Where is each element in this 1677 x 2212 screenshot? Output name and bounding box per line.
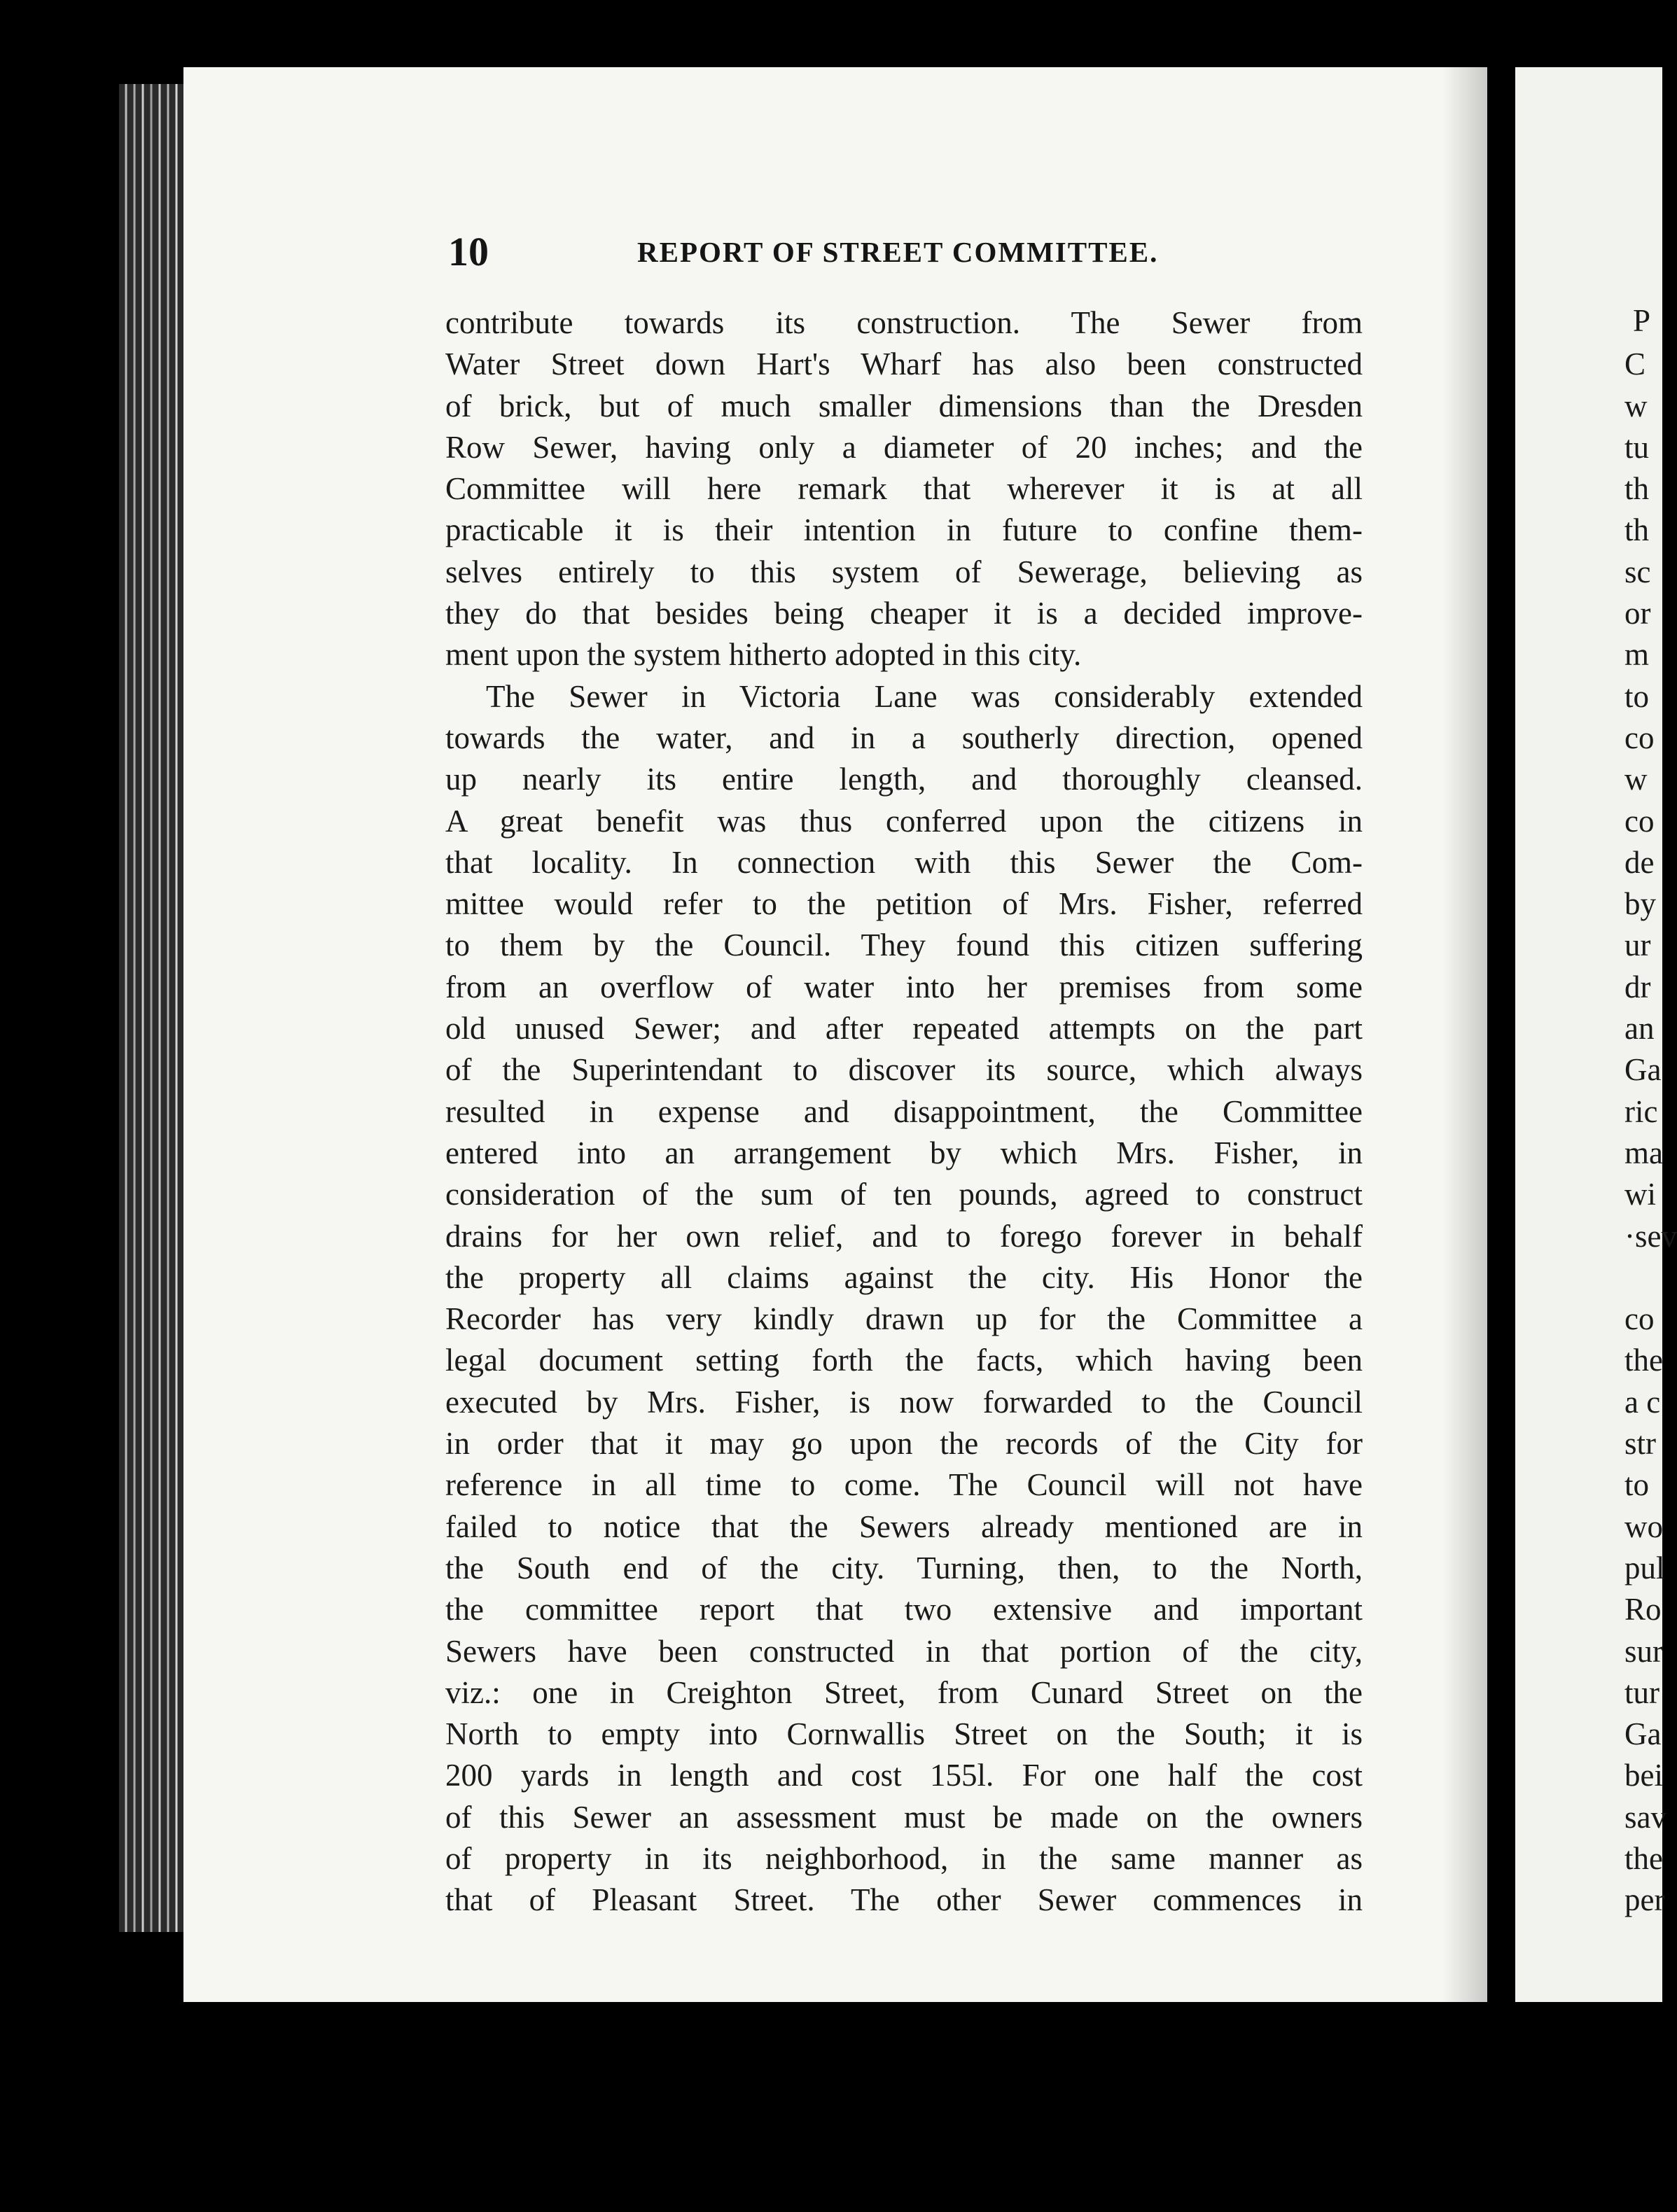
opposite-page-fragment: per — [1624, 1882, 1665, 1918]
opposite-page-fragment: to — [1624, 678, 1650, 714]
opposite-page-fragment: sav — [1624, 1799, 1666, 1835]
opposite-page-fragment: w — [1624, 388, 1648, 424]
opposite-page-fragment: pul — [1624, 1550, 1665, 1586]
text-line: 200 yards in length and cost 155l. For one half the cost — [445, 1758, 1363, 1793]
opposite-page-fragment: th — [1624, 471, 1650, 507]
text-line: mittee would refer to the petition of Mrs. Fisher, referred — [445, 886, 1363, 922]
opposite-page-fragment: ric — [1624, 1093, 1658, 1129]
text-line: viz.: one in Creighton Street, from Cunard Street on the — [445, 1674, 1363, 1710]
opposite-page-fragment: wo — [1624, 1508, 1663, 1544]
opposite-page-fragment — [1624, 1257, 1662, 1298]
text-line: from an overflow of water into her premises from some — [445, 969, 1363, 1004]
opposite-page-fragment: de — [1624, 844, 1655, 880]
text-line: that of Pleasant Street. The other Sewer commences in — [445, 1882, 1363, 1918]
text-line: failed to notice that the Sewers already mentioned are in — [445, 1508, 1363, 1544]
text-line: up nearly its entire length, and thoroughly cleansed. — [445, 762, 1363, 797]
text-line: of this Sewer an assessment must be made on the owners — [445, 1799, 1363, 1835]
text-line: A great benefit was thus conferred upon the citizens in — [445, 803, 1363, 839]
text-line: Sewers have been constructed in that portion of the city, — [445, 1633, 1363, 1669]
body-text — [445, 302, 1363, 1921]
text-line: towards the water, and in a southerly direction, opened — [445, 720, 1363, 755]
text-line: reference in all time to come. The Council will not have — [445, 1467, 1363, 1503]
opposite-page-fragment: sc — [1624, 554, 1651, 589]
opposite-page-fragment: to — [1624, 1467, 1650, 1503]
text-line: North to empty into Cornwallis Street on the South; it is — [445, 1716, 1363, 1752]
opposite-page-fragment: an — [1624, 1011, 1655, 1046]
opposite-page-fragment: co — [1624, 720, 1655, 755]
opposite-page-fragment: the — [1624, 1840, 1663, 1876]
opposite-page-fragment: bei — [1624, 1758, 1663, 1793]
opposite-page-fragment: ur — [1624, 927, 1651, 963]
text-line: in order that it may go upon the records of the City for — [445, 1426, 1363, 1462]
text-line: selves entirely to this system of Sewerage, believing as — [445, 554, 1363, 589]
text-line: of the Superintendant to discover its source, which always — [445, 1052, 1363, 1088]
opposite-page-fragment: ma — [1624, 1135, 1663, 1170]
opposite-page-text — [1624, 344, 1677, 1921]
text-line: contribute towards its construction. The Sewer from — [445, 305, 1363, 340]
running-head: REPORT OF STREET COMMITTEE. — [637, 236, 1159, 268]
page-number: 10 — [448, 229, 489, 274]
text-line: of property in its neighborhood, in the same manner as — [445, 1840, 1363, 1876]
text-line: Recorder has very kindly drawn up for the Committee a — [445, 1301, 1363, 1337]
opposite-page-fragment: a c — [1624, 1384, 1661, 1420]
gutter-shadow — [1442, 67, 1487, 2002]
text-line: to them by the Council. They found this citizen suffering — [445, 927, 1363, 963]
text-line: resulted in expense and disappointment, the Committee — [445, 1093, 1363, 1129]
opposite-page-fragment: m — [1624, 637, 1650, 673]
text-line: Water Street down Hart's Wharf has also been constructed — [445, 346, 1363, 382]
text-line: The Sewer in Victoria Lane was considerably extended — [486, 678, 1363, 714]
text-line: they do that besides being cheaper it is a decided improve- — [445, 596, 1363, 631]
opposite-page-fragment: tur — [1624, 1674, 1659, 1710]
text-line: Row Sewer, having only a diameter of 20 inches; and the — [445, 429, 1363, 465]
opposite-page-fragment: tu — [1624, 429, 1650, 465]
text-line: practicable it is their intention in future to confine them- — [445, 512, 1363, 548]
book-fore-edge — [119, 84, 189, 1932]
text-line: the property all claims against the city. His Honor the — [445, 1259, 1363, 1295]
text-line: ment upon the system hitherto adopted in this city. — [445, 637, 1082, 673]
opposite-page-fragment: Ga — [1624, 1052, 1662, 1088]
opposite-page-fragment: w — [1624, 762, 1648, 797]
opposite-page-fragment: wi — [1624, 1177, 1656, 1212]
opposite-page-fragment: str — [1624, 1426, 1656, 1462]
opposite-page-fragment-top: P — [1633, 303, 1651, 338]
opposite-page-fragment: the — [1624, 1343, 1663, 1378]
opposite-page-fragment: sur — [1624, 1633, 1663, 1669]
opposite-page-fragment: C — [1624, 346, 1646, 382]
opposite-page-fragment: ·sev — [1624, 1218, 1677, 1254]
text-line: that locality. In connection with this Sewer the Com- — [445, 844, 1363, 880]
text-line: drains for her own relief, and to forego forever in behalf — [445, 1218, 1363, 1254]
opposite-page-fragment: co — [1624, 1301, 1655, 1337]
opposite-page-fragment: by — [1624, 886, 1656, 922]
text-line: executed by Mrs. Fisher, is now forwarded to the Council — [445, 1384, 1363, 1420]
opposite-page-fragment: dr — [1624, 969, 1651, 1004]
text-line: consideration of the sum of ten pounds, agreed to construct — [445, 1177, 1363, 1212]
opposite-page-fragment: Ro — [1624, 1592, 1662, 1628]
opposite-page-fragment: th — [1624, 512, 1650, 548]
text-line: the committee report that two extensive and important — [445, 1592, 1363, 1628]
opposite-page-fragment: co — [1624, 803, 1655, 839]
text-line: old unused Sewer; and after repeated attempts on the part — [445, 1011, 1363, 1046]
text-line: the South end of the city. Turning, then, to the North, — [445, 1550, 1363, 1586]
text-line: legal document setting forth the facts, which having been — [445, 1343, 1363, 1378]
text-line: of brick, but of much smaller dimensions than the Dresden — [445, 388, 1363, 424]
opposite-page-fragment: Ga — [1624, 1716, 1662, 1752]
text-line: Committee will here remark that wherever it is at all — [445, 471, 1363, 507]
opposite-page-fragment: or — [1624, 596, 1651, 631]
text-line: entered into an arrangement by which Mrs. Fisher, in — [445, 1135, 1363, 1170]
